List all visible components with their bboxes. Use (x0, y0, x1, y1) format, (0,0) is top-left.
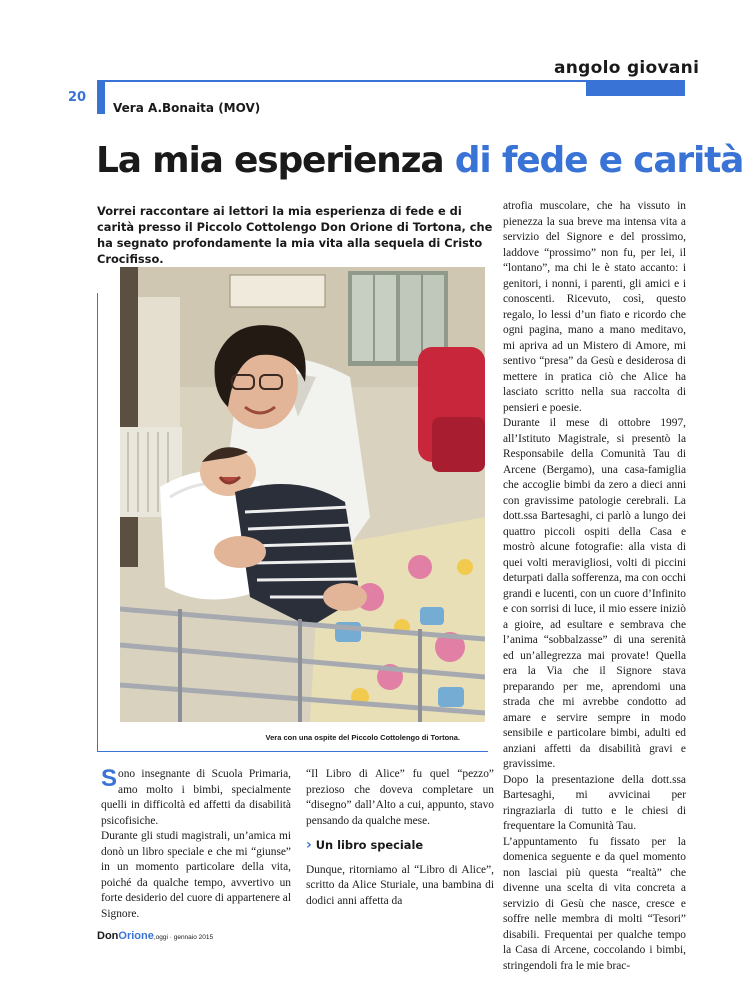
photo-caption: Vera con una ospite del Piccolo Cottolengo di Tortona. (265, 733, 460, 742)
footer-issue: ,oggi · gennaio 2015 (153, 934, 214, 941)
drop-cap: S (101, 765, 118, 792)
footer-masthead (97, 930, 213, 942)
subheading (306, 838, 494, 854)
col3-paragraph-1: atrofia muscolare, che ha vissuto in pienezza la sua breve ma intensa vita a servizio del Signore e del prossimo, laddove “prossimo” non fu, per lei, il “lontano”, ma chi le è stato accanto: i genitori, i nonni, i parenti, gli amici e i conoscenti. Ricevuto, così, questo regalo, lo lessi d’un fiato e ricordo che ogni pagina, mano a mano meditavo, mi apriva ad un Mistero di Amore, mi sentivo “presa” da Gesù e desiderosa di mettere in pratica ciò che Alice ha lasciato scritto nella sua raccolta di pensieri e poesie. (503, 200, 686, 414)
col2-paragraph-2: Dunque, ritorniamo al “Libro di Alice”, scritto da Alice Sturiale, una bambina di dodici anni affetta da (306, 863, 494, 907)
author-byline: Vera A.Bonaita (MOV) (113, 101, 261, 115)
section-title: angolo giovani (554, 58, 700, 78)
page-number: 20 (68, 90, 87, 105)
title-main: La mia esperienza (96, 140, 455, 181)
body-column-1 (101, 767, 291, 922)
body-column-2 (306, 767, 494, 909)
col1-paragraph-2: Durante gli studi magistrali, un’amica mi donò un libro speciale e che mi “giunse” in un momento particolare della vita, poiché da qualche tempo, avvertivo un forte desiderio del cuore di appartenere al Signore. (101, 830, 291, 920)
footer-brand-don: Don (97, 930, 119, 942)
col3-paragraph-4: L’appuntamento fu fissato per la domenica seguente e da quel momento non lasciai più questa “realtà” che divenne una scelta di vita concreta a servizio di Gesù che nasce, cresce e soffre nelle membra di molti “Tesori” disabili. Frequentai per qualche tempo la Casa di Arcene, coccolando i bimbi, stringendoli fra le mie brac- (503, 835, 686, 972)
col2-paragraph-1: “Il Libro di Alice” fu quel “pezzo” prezioso che doveva completare un “disegno” dall’Alto a cui, appunto, stavo pensando da qualche mese. (306, 768, 494, 827)
article-lead: Vorrei raccontare ai lettori la mia esperienza di fede e di carità presso il Piccolo Cottolengo Don Orione di Tortona, che ha segnato profondamente la mia vita alla sequela di Cristo Crocifisso. (97, 204, 493, 266)
title-accent: di fede e carità (454, 140, 744, 181)
article-photo (120, 267, 485, 722)
footer-brand-orione: Orione (118, 930, 154, 942)
subheading-text: Un libro speciale (315, 838, 424, 852)
col3-paragraph-3: Dopo la presentazione della dott.ssa Bartesaghi, mi avvicinai per ringraziarla di tutto e le chiesi di frequentare la Comunità Tau. (503, 773, 686, 832)
col3-paragraph-2: Durante il mese di ottobre 1997, all’Istituto Magistrale, si presentò la Responsabile della Comunità Tau di Arcene (Bergamo), una casa-famiglia che accoglie bimbi da zero a dieci anni con gravissime patologie cerebrali. La dott.ssa Bartesaghi, ci parlò a lungo dei quattro piccoli ospiti della Casa e mostrò alcune fotografie: alla vista di quei volti meravigliosi, volti di piccini deturpati dalla sofferenza, ma con occhi grandi e lucenti, con un cuore d’Infinito e con sorrisi di luce, il mio essere iniziò a gioire, ad esultare e sembrava che l’anima “sobbalzasse” di una serenità ed un’allegrezza mai provate! Quella era la Via che il Signore stava preparando per me, aprendomi una strada che mi avrebbe condotto ad amare e servire sempre in modo sensibile e particolare bimbi, adulti ed anziani affetti da disabilità gravi e gravissime. (503, 417, 686, 770)
body-column-3 (503, 199, 686, 974)
col1-paragraph-1-text: ono insegnante di Scuola Primaria, amo molto i bimbi, specialmente quelli in difficoltà ed affetti da disabilità psicofisiche. (101, 768, 291, 827)
header-accent-bar (586, 80, 685, 96)
author-accent-bar (97, 80, 105, 114)
col1-paragraph-1 (101, 767, 291, 829)
article-title (96, 140, 743, 181)
chevron-right-icon: › (306, 837, 312, 853)
